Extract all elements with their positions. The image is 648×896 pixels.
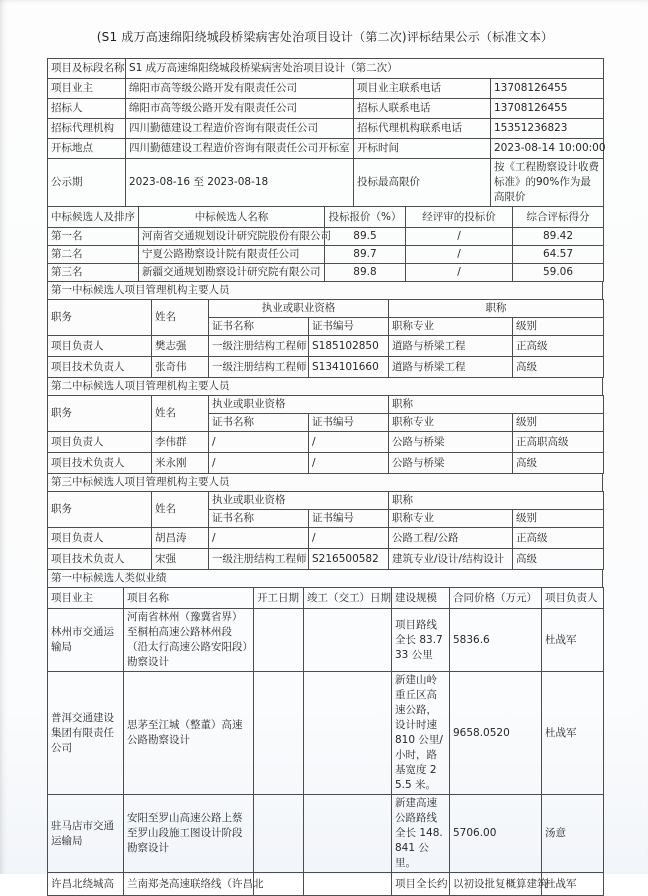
info-label2: 开标时间 (354, 139, 491, 159)
ach-price: 以初设批复概算建筑 (450, 873, 542, 896)
candidates-header-row (48, 207, 604, 228)
col-name: 中标候选人名称 (139, 207, 325, 228)
personnel-row (48, 549, 604, 570)
person-name: 胡昌涛 (152, 528, 209, 549)
col-person-name: 姓名 (152, 396, 209, 432)
achievement-row-3 (48, 795, 604, 873)
person-role: 项目技术负责人 (48, 357, 152, 378)
section-title-personnel-2: 第二中标候选人项目管理机构主要人员 (47, 377, 603, 396)
document-content (47, 28, 606, 896)
info-row-publicity (48, 159, 604, 207)
col-score: 综合评标得分 (513, 207, 604, 228)
col-cert-no: 证书编号 (309, 318, 389, 336)
info-value: 四川勤德建设工程造价咨询有限责任公司 (126, 119, 354, 139)
person-cert-name: / (209, 528, 309, 549)
achievement-row-1 (48, 609, 604, 672)
ach-finish (304, 795, 392, 873)
ach-price: 5706.00 (450, 795, 542, 873)
personnel-row (48, 453, 604, 474)
info-value2: 13708126455 (491, 79, 604, 99)
candidate-rank: 第二名 (48, 246, 139, 264)
info-label-project: 项目及标段名称 (48, 59, 126, 79)
col-qualification: 执业或职业资格 (209, 492, 389, 510)
info-label: 开标地点 (48, 139, 126, 159)
info-value2: 13708126455 (491, 99, 604, 119)
candidate-row-3 (48, 264, 604, 282)
person-level: 正高级 (513, 528, 604, 549)
ach-finish (304, 873, 392, 896)
info-value: 绵阳市高等级公路开发有限责任公司 (126, 79, 354, 99)
person-cert-no: S185102850 (309, 336, 389, 357)
col-title-major: 职称专业 (389, 318, 513, 336)
col-title-major: 职称专业 (389, 414, 513, 432)
col-title-group: 职称 (389, 396, 604, 414)
col-role: 职务 (48, 396, 152, 432)
col-person-name: 姓名 (152, 492, 209, 528)
personnel-header-row-1 (48, 492, 604, 510)
person-major: 道路与桥梁工程 (389, 357, 513, 378)
person-major: 公路与桥梁 (389, 453, 513, 474)
col-role: 职务 (48, 492, 152, 528)
person-cert-name: 一级注册结构工程师 (209, 357, 309, 378)
ach-price: 5836.6 (450, 609, 542, 672)
section-title-achievements: 第一中标候选人类似业绩 (47, 569, 603, 588)
col-qualification: 执业或职业资格 (209, 300, 389, 318)
person-name: 李伟群 (152, 432, 209, 453)
person-role: 项目负责人 (48, 432, 152, 453)
person-cert-no: S216500582 (309, 549, 389, 570)
ach-scale: 新建山岭重丘区高速公路，设计时速 810 公里/小时，路基宽度 25.5 米。 (392, 672, 450, 795)
candidate-score: 59.06 (513, 264, 604, 282)
person-level: 正高职高级 (513, 432, 604, 453)
col-cert-name: 证书名称 (209, 414, 309, 432)
col-eval: 经评审的投标价 (406, 207, 513, 228)
info-row-tenderer (48, 99, 604, 119)
ach-project: 安阳至罗山高速公路上蔡至罗山段施工图设计阶段勘察设计 (124, 795, 254, 873)
ach-owner: 普洱交通建设集团有限责任公司 (48, 672, 124, 795)
col-title-level: 级别 (513, 510, 604, 528)
person-name: 米永刚 (152, 453, 209, 474)
col-bid: 投标报价（%） (325, 207, 406, 228)
achievements-header-row (48, 588, 604, 609)
info-label: 招标人 (48, 99, 126, 119)
candidate-score: 89.42 (513, 228, 604, 246)
candidate-row-2 (48, 246, 604, 264)
person-level: 高级 (513, 549, 604, 570)
section-title-personnel-3: 第三中标候选人项目管理机构主要人员 (47, 473, 603, 492)
col-rank: 中标候选人及排序 (48, 207, 139, 228)
person-cert-no: / (309, 432, 389, 453)
info-value: 2023-08-16 至 2023-08-18 (126, 159, 354, 207)
candidate-name: 河南省交通规划设计研究院股份有限公司 (139, 228, 325, 246)
col-cert-name: 证书名称 (209, 318, 309, 336)
info-row-owner (48, 79, 604, 99)
document-title: (S1 成万高速绵阳绕城段桥梁病害处治项目设计（第二次)评标结果公示（标准文本） (96, 30, 554, 44)
col-cert-no: 证书编号 (309, 414, 389, 432)
person-cert-no: S134101660 (309, 357, 389, 378)
col-qualification: 执业或职业资格 (209, 396, 389, 414)
info-row-project (48, 59, 604, 79)
info-value: 绵阳市高等级公路开发有限责任公司 (126, 99, 354, 119)
ach-finish (304, 672, 392, 795)
candidate-score: 64.57 (513, 246, 604, 264)
col-start-date: 开工日期 (254, 588, 304, 609)
ach-start (254, 795, 304, 873)
personnel-row (48, 528, 604, 549)
person-cert-no: / (309, 528, 389, 549)
candidate-bid: 89.5 (325, 228, 406, 246)
ach-owner: 林州市交通运输局 (48, 609, 124, 672)
ach-scale: 新建高速公路路线全长 148.841 公里。 (392, 795, 450, 873)
info-value2: 按《工程勘察设计收费标准》的90%作为最高限价 (491, 159, 604, 207)
person-major: 建筑专业/设计/结构设计 (389, 549, 513, 570)
personnel-header-row-1 (48, 300, 604, 318)
person-role: 项目负责人 (48, 528, 152, 549)
candidate-bid: 89.7 (325, 246, 406, 264)
candidate-eval: / (406, 246, 513, 264)
col-title-major: 职称专业 (389, 510, 513, 528)
ach-manager: 杜战军 (542, 873, 604, 896)
col-title-group: 职称 (389, 492, 604, 510)
personnel-row (48, 336, 604, 357)
info-label2: 招标代理机构联系电话 (354, 119, 491, 139)
col-cert-name: 证书名称 (209, 510, 309, 528)
col-scale: 建设规模 (392, 588, 450, 609)
person-name: 张奇伟 (152, 357, 209, 378)
col-owner: 项目业主 (48, 588, 124, 609)
col-title-level: 级别 (513, 318, 604, 336)
ach-project: 河南省林州（豫冀省界）至桐柏高速公路林州段（沿太行高速公路安阳段）勘察设计 (124, 609, 254, 672)
col-finish-date: 竣工（交工）日期 (304, 588, 392, 609)
ach-finish (304, 609, 392, 672)
personnel-row (48, 432, 604, 453)
person-level: 高级 (513, 453, 604, 474)
candidate-rank: 第三名 (48, 264, 139, 282)
person-cert-name: / (209, 453, 309, 474)
candidate-eval: / (406, 228, 513, 246)
candidate-eval: / (406, 264, 513, 282)
info-label2: 招标人联系电话 (354, 99, 491, 119)
col-manager: 项目负责人 (542, 588, 604, 609)
section-title-personnel-1: 第一中标候选人项目管理机构主要人员 (47, 281, 603, 300)
personnel-table-3 (47, 491, 604, 570)
person-role: 项目负责人 (48, 336, 152, 357)
person-cert-name: 一级注册结构工程师 (209, 336, 309, 357)
info-row-open-place (48, 139, 604, 159)
info-label2: 项目业主联系电话 (354, 79, 491, 99)
ach-manager: 汤意 (542, 795, 604, 873)
person-role: 项目技术负责人 (48, 453, 152, 474)
col-person-name: 姓名 (152, 300, 209, 336)
ach-manager: 杜战军 (542, 672, 604, 795)
person-cert-no: / (309, 453, 389, 474)
ach-owner: 驻马店市交通运输局 (48, 795, 124, 873)
project-info-table (47, 58, 604, 207)
ach-scale: 项目路线全长 83.733 公里 (392, 609, 450, 672)
info-value: 四川勤德建设工程造价咨询有限责任公司开标室 (126, 139, 354, 159)
col-cert-no: 证书编号 (309, 510, 389, 528)
personnel-header-row-1 (48, 396, 604, 414)
ach-start (254, 609, 304, 672)
achievement-row-2 (48, 672, 604, 795)
person-cert-name: 一级注册结构工程师 (209, 549, 309, 570)
info-value2: 15351236823 (491, 119, 604, 139)
achievements-table (47, 587, 604, 896)
info-label: 公示期 (48, 159, 126, 207)
person-level: 正高级 (513, 336, 604, 357)
person-major: 道路与桥梁工程 (389, 336, 513, 357)
candidates-table (47, 206, 604, 282)
col-title-level: 级别 (513, 414, 604, 432)
ach-start (254, 672, 304, 795)
col-price: 合同价格（万元） (450, 588, 542, 609)
candidate-bid: 89.8 (325, 264, 406, 282)
person-major: 公路与桥梁 (389, 432, 513, 453)
info-label: 项目业主 (48, 79, 126, 99)
ach-owner: 许昌北绕城高 (48, 873, 124, 896)
col-project: 项目名称 (124, 588, 254, 609)
person-major: 公路工程/公路 (389, 528, 513, 549)
candidate-name: 宁夏公路勘察设计院有限责任公司 (139, 246, 325, 264)
achievement-row-4-cutoff (48, 873, 604, 896)
ach-project: 兰南郑尧高速联络线（许昌北 (124, 873, 254, 896)
ach-project: 思茅至江城（整董）高速公路勘察设计 (124, 672, 254, 795)
personnel-table-2 (47, 395, 604, 474)
ach-manager: 杜战军 (542, 609, 604, 672)
col-title-group: 职称 (389, 300, 604, 318)
ach-price: 9658.0520 (450, 672, 542, 795)
ach-scale: 项目全长约 (392, 873, 450, 896)
info-value2: 2023-08-14 10:00:00 (491, 139, 604, 159)
info-label2: 投标最高限价 (354, 159, 491, 207)
candidate-rank: 第一名 (48, 228, 139, 246)
person-level: 高级 (513, 357, 604, 378)
info-value-project: S1 成万高速绵阳绕城段桥梁病害处治项目设计（第二次） (126, 59, 604, 79)
col-role: 职务 (48, 300, 152, 336)
personnel-row (48, 357, 604, 378)
info-label: 招标代理机构 (48, 119, 126, 139)
person-cert-name: / (209, 432, 309, 453)
person-name: 樊志强 (152, 336, 209, 357)
info-row-agency (48, 119, 604, 139)
person-role: 项目技术负责人 (48, 549, 152, 570)
candidate-name: 新疆交通规划勘察设计研究院有限公司 (139, 264, 325, 282)
personnel-table-1 (47, 299, 604, 378)
person-name: 宋强 (152, 549, 209, 570)
candidate-row-1 (48, 228, 604, 246)
